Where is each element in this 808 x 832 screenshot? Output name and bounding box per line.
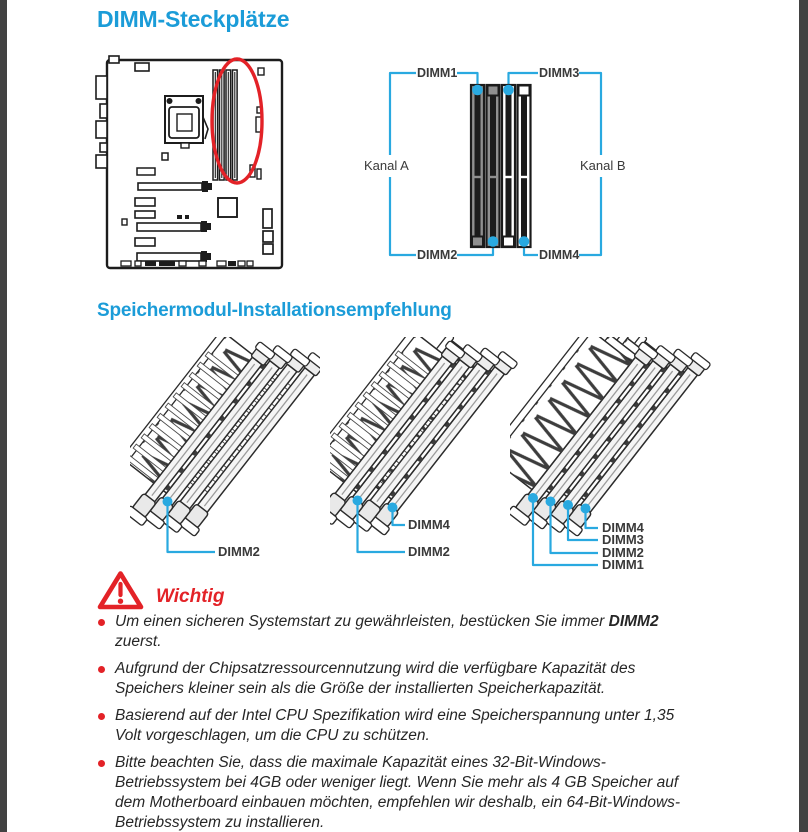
install-figure-3 xyxy=(510,337,748,575)
install-figure-2 xyxy=(330,337,520,567)
warning-icon xyxy=(97,570,144,611)
note-text: Basierend auf der Intel CPU Spezifikation wird eine Speicherspannung unter 1,35 Volt vorgeschlagen, um die CPU zu schützen. xyxy=(115,707,675,744)
install-figure-2-graphic xyxy=(330,337,520,567)
dimm3-label: DIMM3 xyxy=(539,66,580,80)
cpu-socket xyxy=(165,96,208,148)
channel-slots xyxy=(471,85,531,247)
dimm-slot-group xyxy=(130,337,320,537)
install-figure-1 xyxy=(130,337,320,567)
callout-dot xyxy=(563,500,573,510)
note-text: Bitte beachten Sie, dass die maximale Kapazität eines 32-Bit-Windows-Betriebssystem bei 4GB oder weniger liegt. Wenn Sie mehr als 4 GB Speicher auf dem Motherboard einbauen möchten, empfehlen wir deshalb, ein 64-Bit-Windows-Betriebssystem zu installieren. xyxy=(115,754,681,831)
kanal-b-label: Kanal B xyxy=(580,158,626,173)
kanal-a-label: Kanal A xyxy=(364,158,409,173)
callout-dot xyxy=(388,503,398,513)
callout-dot xyxy=(528,493,538,503)
fig2-dimm4-label: DIMM4 xyxy=(408,517,450,532)
important-heading: Wichtig xyxy=(156,586,225,607)
install-figure-1-graphic xyxy=(130,337,320,567)
note-text: Um einen sicheren Systemstart zu gewährleisten, bestücken Sie immer xyxy=(115,613,609,630)
note-text: zuerst. xyxy=(115,633,162,650)
dimm2-label: DIMM2 xyxy=(417,248,458,262)
dimm-slot-group xyxy=(510,337,712,537)
notes-list xyxy=(97,612,683,832)
fig1-dimm2-label: DIMM2 xyxy=(218,544,260,559)
fig3-dimm2-label: DIMM2 xyxy=(602,545,644,560)
page-gutter-right xyxy=(799,0,808,832)
callout-dot xyxy=(353,496,363,506)
note-item xyxy=(97,659,683,699)
note-item xyxy=(97,753,683,832)
page-title: DIMM-Steckplätze xyxy=(97,6,290,32)
note-text-bold: DIMM2 xyxy=(608,613,659,630)
fig2-dimm2-label: DIMM2 xyxy=(408,544,450,559)
channel-diagram xyxy=(360,55,680,285)
callout-dot xyxy=(581,504,591,514)
callout-dot xyxy=(163,497,173,507)
note-text: Aufgrund der Chipsatzressourcennutzung wird die verfügbare Kapazität des Speichers kleiner sein als die Größe der installierten Speicherkapazität. xyxy=(115,660,636,697)
callout-dot xyxy=(546,497,556,507)
fig3-dimm4-label: DIMM4 xyxy=(602,520,644,535)
page-gutter-left xyxy=(0,0,7,832)
section-title: Speichermodul-Installationsempfehlung xyxy=(97,300,452,321)
dimm4-label: DIMM4 xyxy=(539,248,580,262)
fig3-dimm3-label: DIMM3 xyxy=(602,532,644,547)
note-item xyxy=(97,612,683,652)
note-item xyxy=(97,706,683,746)
dimm1-label: DIMM1 xyxy=(417,66,458,80)
important-section-header xyxy=(97,570,224,611)
motherboard-diagram xyxy=(95,55,295,277)
fig3-dimm1-label: DIMM1 xyxy=(602,557,644,572)
